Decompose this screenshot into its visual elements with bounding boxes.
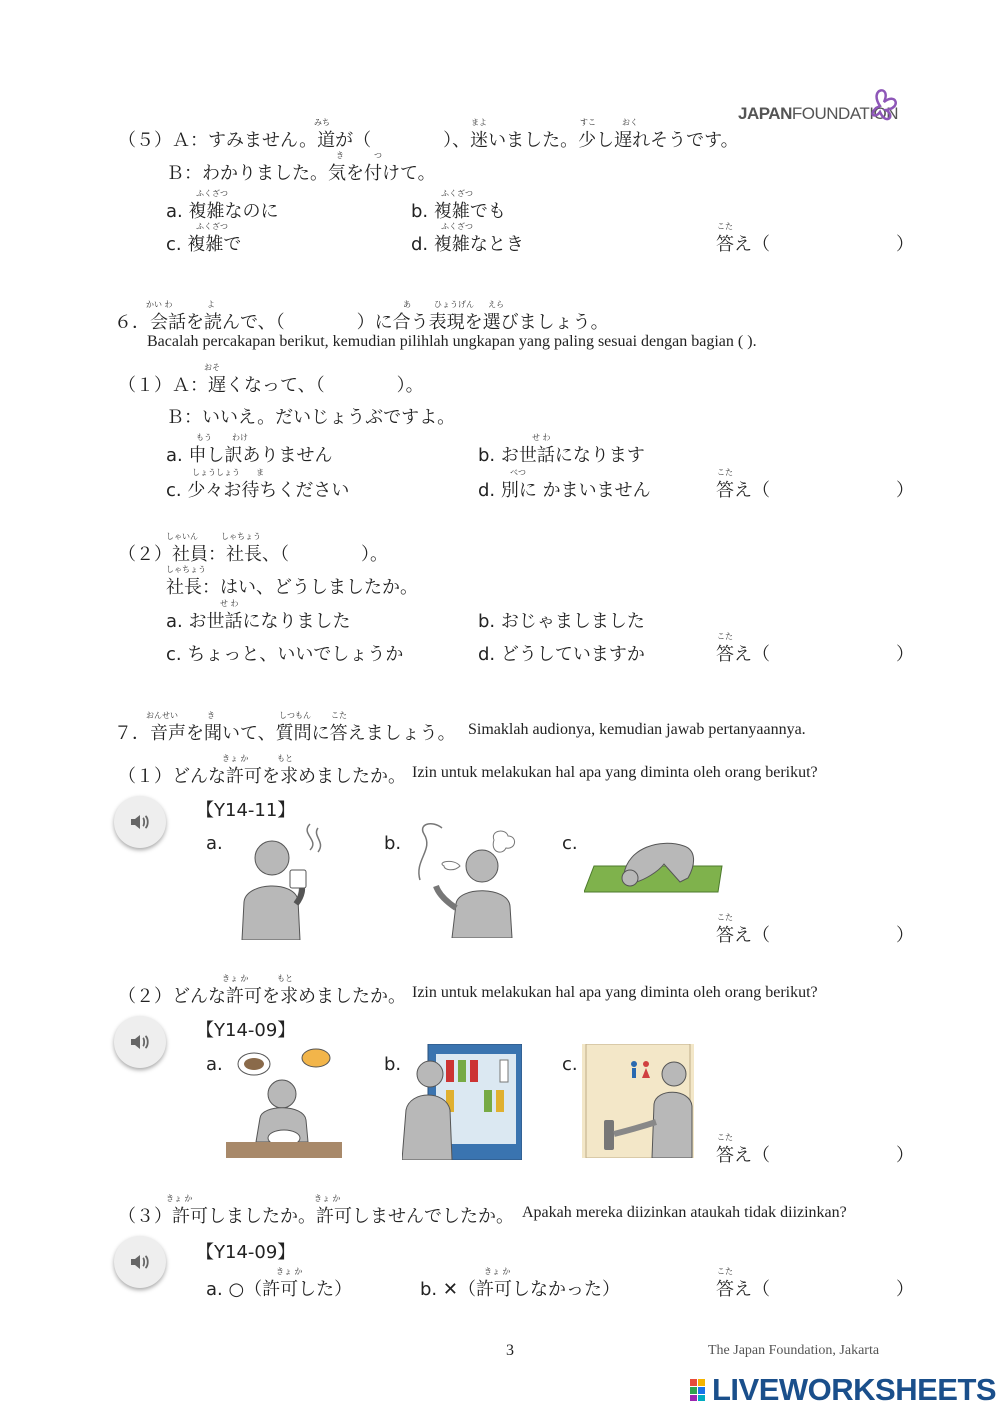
s6-q1-option-b[interactable]: b. お世話になります: [478, 445, 645, 466]
s6-q1-option-d[interactable]: d. 別に かまいません: [478, 480, 651, 501]
ruby-onsei: おんせい: [146, 711, 178, 720]
person-praying-on-mat-picture: [584, 836, 724, 898]
s7-q2-label-b[interactable]: b.: [384, 1054, 402, 1075]
q5-option-d[interactable]: d. 複雑なとき: [411, 234, 524, 255]
ruby-mayo: まよ: [471, 118, 487, 127]
butterfly-logo-icon: [866, 86, 902, 124]
s6-q2-answer-field[interactable]: 答え（ ）: [716, 644, 914, 665]
ruby-a: あ: [403, 300, 411, 309]
person-smoking-picture: [414, 820, 524, 938]
s7-q3-option-b[interactable]: b. ✕（許可しなかった）: [420, 1279, 620, 1300]
q5-line-a: （５）Ａ：すみません。道が（ ）、迷いました。少し遅れそうです。: [118, 130, 739, 151]
ruby-kyoka-q3c: きょ か: [276, 1267, 303, 1276]
s6-q1-option-c[interactable]: c. 少々お待ちください: [166, 480, 350, 501]
s6-q1-line-a: （１）Ａ：遅くなって、（ ）。: [118, 375, 424, 396]
audio-play-button-q1[interactable]: [114, 796, 166, 848]
s7-q1-answer-field[interactable]: 答え（ ）: [716, 925, 914, 946]
s6-q1-line-b: Ｂ：いいえ。だいじょうぶですよ。: [166, 407, 456, 428]
ruby-ma: ま: [256, 468, 264, 477]
ruby-oku: おく: [622, 118, 638, 127]
s7-q1-label-c[interactable]: c.: [562, 833, 578, 854]
ruby-kota-s7q3: こた: [717, 1267, 733, 1276]
s7-q3-question-id: Apakah mereka diizinkan ataukah tidak diizinkan?: [522, 1204, 847, 1221]
logo-light-text: FOUNDATION: [791, 104, 898, 123]
person-drinking-coffee-picture: [238, 822, 328, 940]
section6-title: ６．会話を読んで、（ ）に合う表現を選びましょう。: [114, 312, 609, 333]
section7-subtitle: Simaklah audionya, kemudian jawab pertanyaannya.: [468, 721, 806, 738]
q5-option-a[interactable]: a. 複雑なのに: [166, 201, 279, 222]
s7-q3-option-a[interactable]: a. ○（許可した）: [206, 1279, 353, 1300]
ruby-fukuzatsu-c: ふくざつ: [196, 222, 228, 231]
footer-organization: The Japan Foundation, Jakarta: [708, 1343, 880, 1358]
s7-q1-question: （１）どんな許可を求めましたか。: [118, 766, 406, 787]
section6-subtitle: Bacalah percakapan berikut, kemudian pilihlah ungkapan yang paling sesuai dengan bagian ( ).: [147, 333, 757, 350]
s7-q1-question-id: Izin untuk melakukan hal apa yang diminta oleh orang berikut?: [412, 764, 818, 781]
s6-q2-line-b: 社長：はい、どうしましたか。: [166, 577, 418, 598]
liveworksheets-brand[interactable]: LIVEWORKSHEETS: [712, 1372, 997, 1407]
s7-q1-label-b[interactable]: b.: [384, 833, 402, 854]
ruby-sewa-q2: せ わ: [220, 599, 239, 608]
ruby-suko: すこ: [580, 118, 596, 127]
ruby-moto-q2: もと: [277, 974, 293, 983]
s7-q2-answer-field[interactable]: 答え（ ）: [716, 1145, 914, 1166]
ruby-kaiwa: かい わ: [146, 300, 173, 309]
ruby-ki7: き: [207, 711, 215, 720]
ruby-kyoka-q2: きょ か: [222, 974, 249, 983]
s7-q2-question-id: Izin untuk melakukan hal apa yang diminta oleh orang berikut?: [412, 984, 818, 1001]
s7-q2-question: （２）どんな許可を求めましたか。: [118, 986, 406, 1007]
ruby-kota-s7q1: こた: [717, 913, 733, 922]
s7-q2-audio-code: 【Y14-09】: [196, 1020, 296, 1041]
ruby-shitsumon: しつもん: [279, 711, 311, 720]
ruby-oso: おそ: [204, 363, 220, 372]
ruby-kyoka-q3a: きょ か: [166, 1194, 193, 1203]
audio-play-button-q3[interactable]: [114, 1236, 166, 1288]
s6-q2-line-a: （２）社員：社長、（ ）。: [118, 544, 388, 565]
s6-q1-option-a[interactable]: a. 申し訳ありません: [166, 445, 333, 466]
person-eating-picture: [226, 1046, 342, 1158]
s6-q2-option-b[interactable]: b. おじゃましました: [478, 611, 645, 632]
ruby-kyoka-q1: きょ か: [222, 754, 249, 763]
ruby-kota-s7q2: こた: [717, 1133, 733, 1142]
ruby-kyoka-q3d: きょ か: [484, 1267, 511, 1276]
ruby-shachou-b: しゃちょう: [166, 565, 206, 574]
s7-q3-answer-field[interactable]: 答え（ ）: [716, 1279, 914, 1300]
s7-q1-label-a[interactable]: a.: [206, 833, 223, 854]
ruby-moto-q1: もと: [277, 754, 293, 763]
page-number: 3: [506, 1342, 514, 1359]
speaker-icon: [128, 810, 152, 834]
ruby-kyoka-q3b: きょ か: [314, 1194, 341, 1203]
q5-answer-field[interactable]: 答え（ ）: [716, 234, 914, 255]
ruby-hyougen: ひょうげん: [434, 300, 474, 309]
ruby-kota7: こた: [331, 711, 347, 720]
ruby-ki: き: [336, 151, 344, 160]
s7-q3-question: （３）許可しましたか。許可しませんでしたか。: [118, 1206, 514, 1227]
q5-option-b[interactable]: b. 複雑でも: [411, 201, 506, 222]
ruby-era: えら: [488, 300, 504, 309]
s6-q2-option-d[interactable]: d. どうしていますか: [478, 644, 645, 665]
ruby-mou: もう: [196, 433, 212, 442]
person-at-restroom-door-picture: [582, 1044, 694, 1158]
ruby-kota-s6q1: こた: [717, 468, 733, 477]
s6-q2-option-c[interactable]: c. ちょっと、いいでしょうか: [166, 644, 404, 665]
s6-q2-option-a[interactable]: a. お世話になりました: [166, 611, 351, 632]
s7-q2-label-c[interactable]: c.: [562, 1054, 578, 1075]
ruby-fukuzatsu-b: ふくざつ: [441, 189, 473, 198]
ruby-kota-q5: こた: [717, 222, 733, 231]
logo-bold-text: JAPAN: [738, 104, 792, 123]
ruby-fukuzatsu-a: ふくざつ: [196, 189, 228, 198]
s7-q1-audio-code: 【Y14-11】: [196, 800, 296, 821]
s7-q2-label-a[interactable]: a.: [206, 1054, 223, 1075]
ruby-michi: みち: [314, 118, 330, 127]
ruby-betsu: べつ: [510, 468, 526, 477]
ruby-shoushou: しょうしょう: [192, 468, 240, 477]
audio-play-button-q2[interactable]: [114, 1016, 166, 1068]
ruby-yo: よ: [207, 300, 215, 309]
speaker-icon: [128, 1250, 152, 1274]
ruby-shachou-a: しゃちょう: [221, 532, 261, 541]
section7-title: ７．音声を聞いて、質問に答えましょう。: [114, 723, 456, 744]
liveworksheets-badge-icon: [690, 1379, 706, 1401]
s7-q3-audio-code: 【Y14-09】: [196, 1242, 296, 1263]
ruby-shain: しゃいん: [166, 532, 198, 541]
ruby-tsu: つ: [374, 151, 382, 160]
speaker-icon: [128, 1030, 152, 1054]
s6-q1-answer-field[interactable]: 答え（ ）: [716, 480, 914, 501]
ruby-sewa-q1: せ わ: [532, 433, 551, 442]
q5-line-b: Ｂ：わかりました。気を付けて。: [166, 163, 436, 184]
vending-machine-picture: [402, 1044, 522, 1160]
ruby-fukuzatsu-d: ふくざつ: [441, 222, 473, 231]
ruby-wake: わけ: [232, 433, 248, 442]
q5-option-c[interactable]: c. 複雑で: [166, 234, 242, 255]
ruby-kota-s6q2: こた: [717, 632, 733, 641]
